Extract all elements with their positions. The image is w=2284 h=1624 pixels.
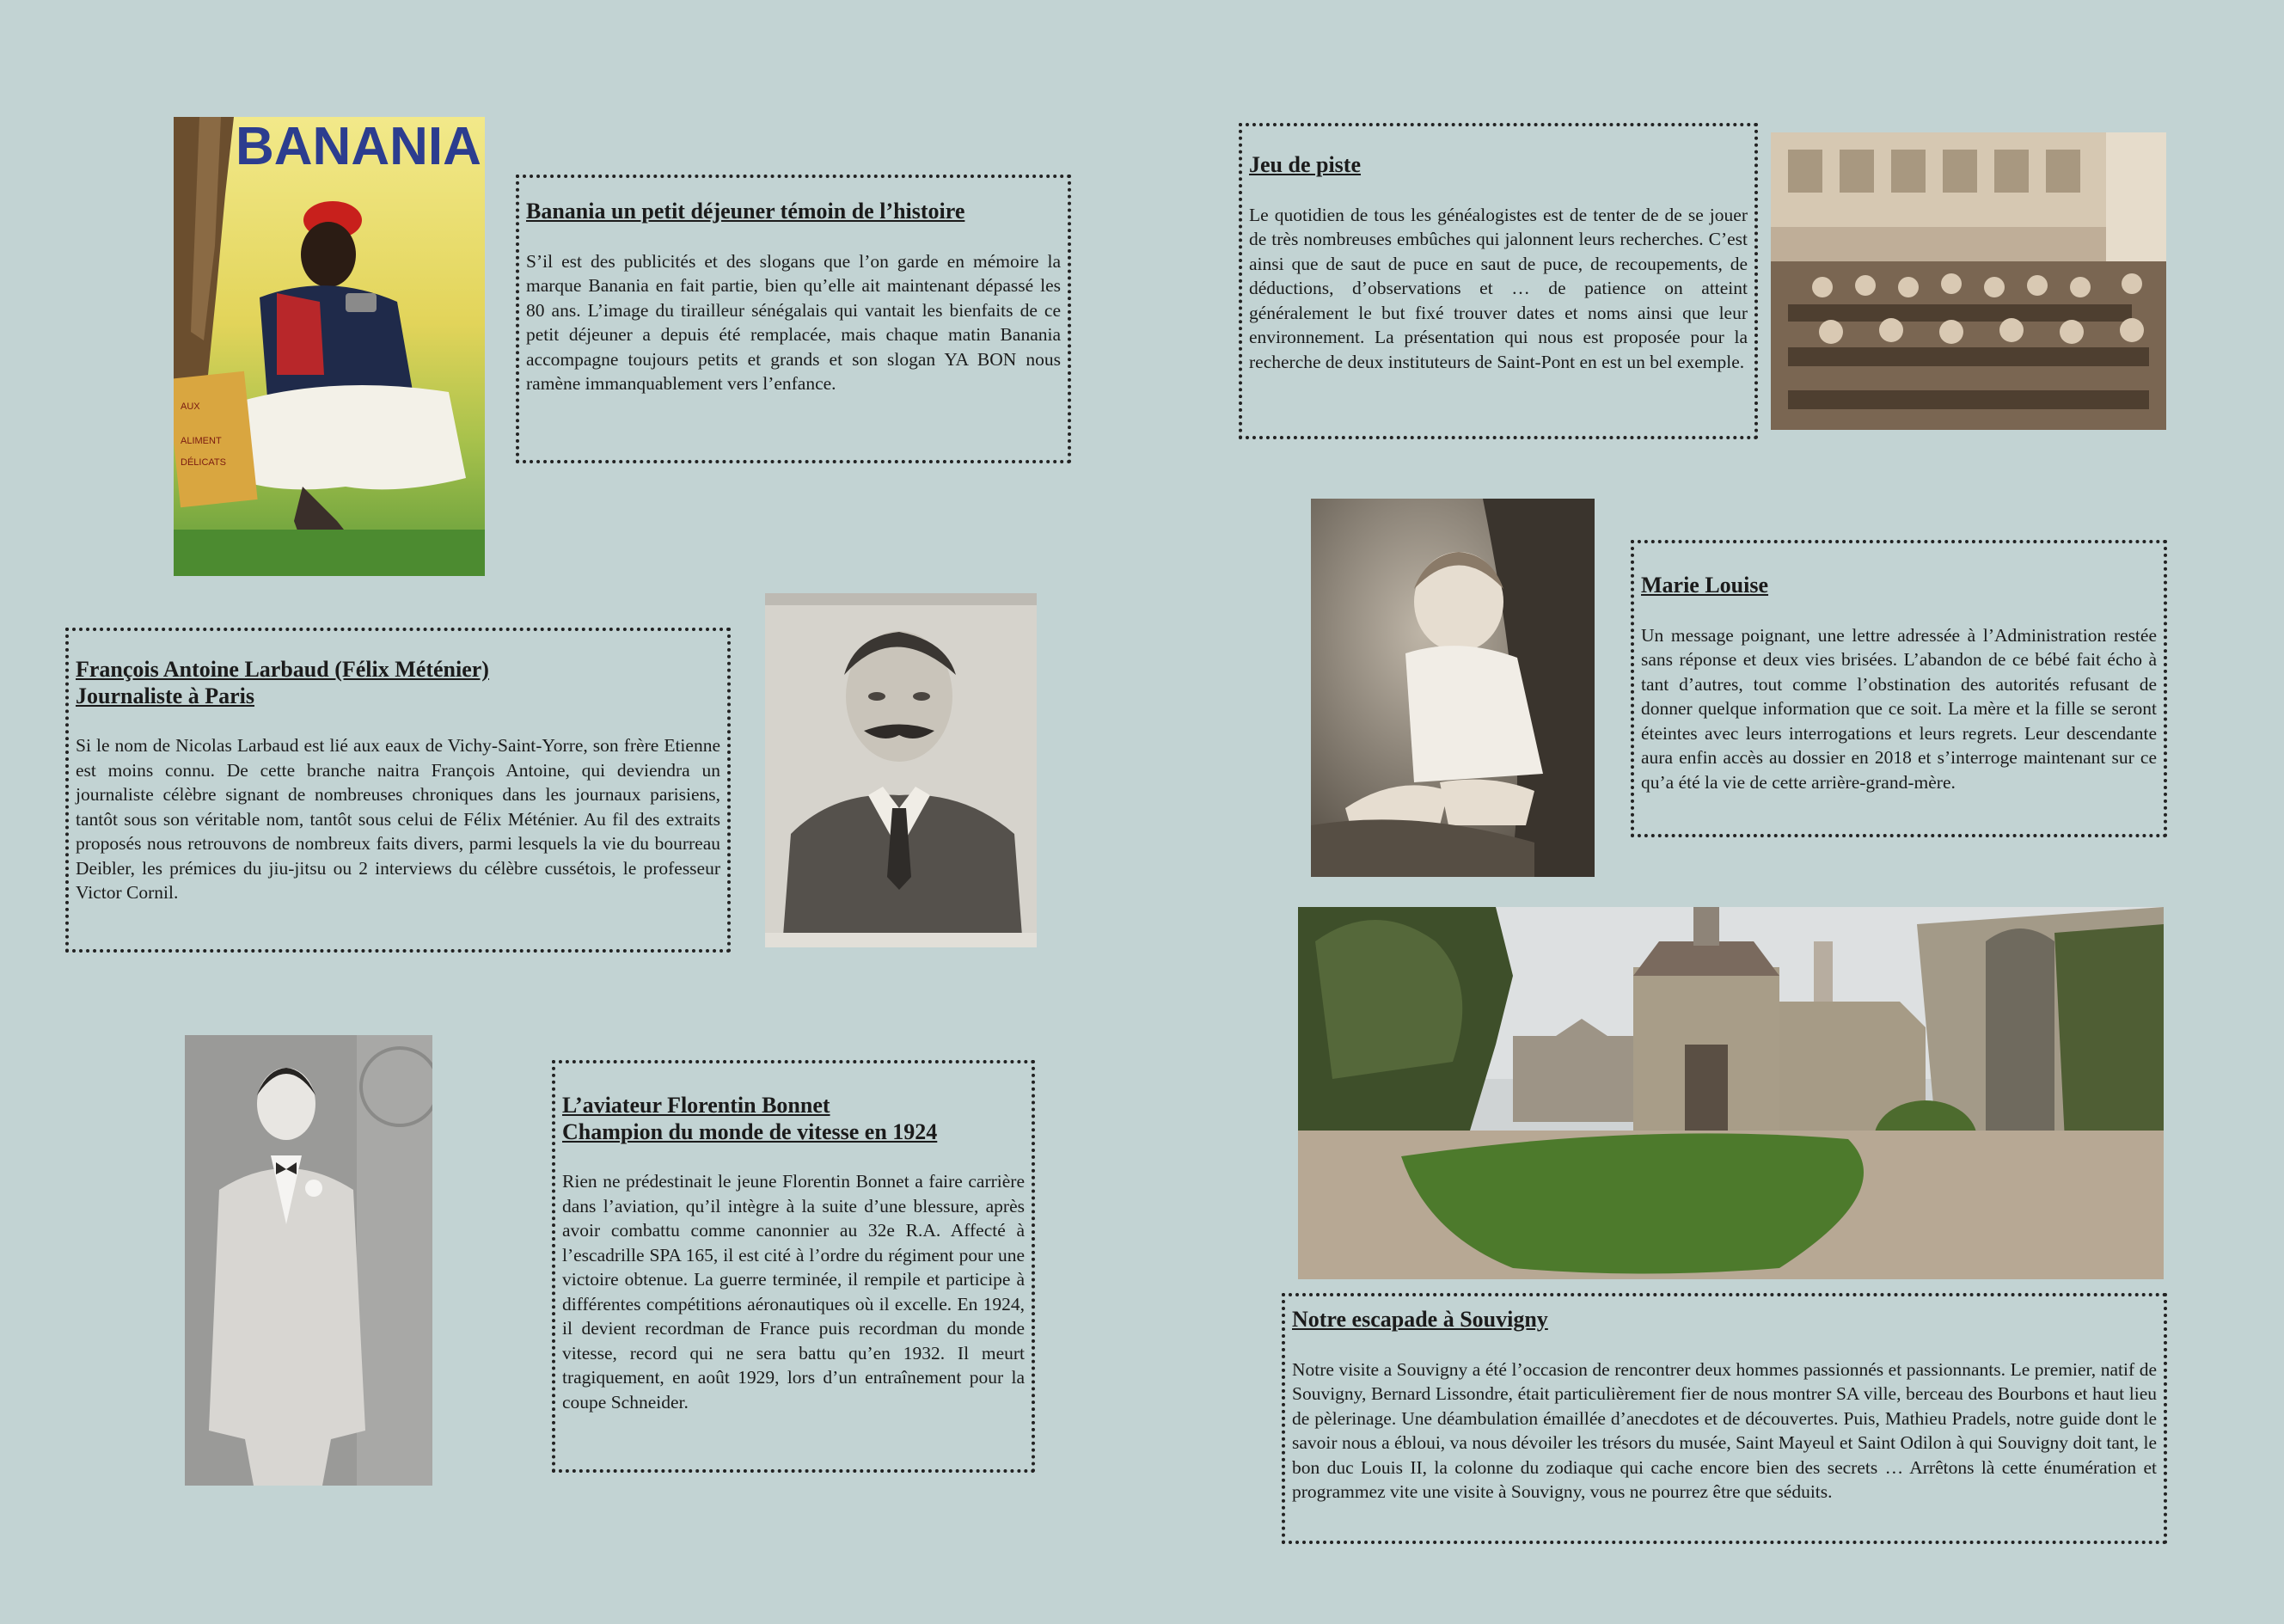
jeu-title: Jeu de piste <box>1249 152 1361 177</box>
larbaud-title-line1: François Antoine Larbaud (Félix Méténier) <box>76 657 489 682</box>
souvigny-photo <box>1298 907 2164 1279</box>
baby-photo <box>1311 499 1595 877</box>
marie-title: Marie Louise <box>1641 573 1769 598</box>
svg-text:DÉLICATS: DÉLICATS <box>181 457 226 468</box>
larbaud-title-line2: Journaliste à Paris <box>76 683 254 708</box>
bonnet-title-line2: Champion du monde de vitesse en 1924 <box>562 1118 938 1144</box>
banania-poster <box>174 117 485 576</box>
souvigny-title: Notre escapade à Souvigny <box>1292 1307 1548 1332</box>
svg-text:ALIMENT: ALIMENT <box>181 436 222 446</box>
banania-body: S’il est des publicités et des slogans que l’on garde en mémoire la marque Banania en fait partie, bien qu’elle ait maintenant dépassé les 80 ans. L’image du tirailleur sénégalais qui vantait les bienfaits de ce petit déjeuner a depuis été remplacée, mais chaque matin Banania accompagne toujours petits et grands et son slogan YA BON nous ramène immanquablement vers l’enfance. <box>526 250 1061 395</box>
larbaud-body: Si le nom de Nicolas Larbaud est lié aux eaux de Vichy-Saint-Yorre, son frère Etienne est moins connu. De cette branche naitra François Antoine, qui deviendra un journaliste célèbre signant de nombreuses chroniques dans les journaux parisiens, tantôt sous son véritable nom, tantôt sous celui de Félix Méténier. Au fil des extraits proposés nous retrouvons de nombreux faits divers, parmi lesquels la vie du bourreau Deibler, les prémices du jiu-jitsu ou 2 interviews du célèbre cussétois, le professeur Victor Cornil. <box>76 735 720 904</box>
bonnet-title-line1: L’aviateur Florentin Bonnet <box>562 1093 830 1118</box>
larbaud-article <box>65 628 731 953</box>
banania-article <box>516 175 1071 463</box>
larbaud-portrait <box>765 593 1037 947</box>
jeu-body: Le quotidien de tous les généalogistes est de tenter de de se jouer de très nombreuses embûches qui jalonnent leurs recherches. C’est ainsi que de saut de puce en saut de puce, de recoupements, de déductions, d’observations et … de patience on atteint généralement le but fixé trouver dates et noms ainsi que leur environnement. La présentation qui nous est proposée pour la recherche de deux instituteurs de Saint-Pont en est un bel exemple. <box>1249 204 1748 372</box>
marie-article <box>1631 540 2167 837</box>
bonnet-title <box>562 1093 1025 1145</box>
larbaud-title <box>76 657 720 709</box>
svg-text:AUX: AUX <box>181 401 200 412</box>
bonnet-portrait <box>185 1035 432 1486</box>
marie-body: Un message poignant, une lettre adressée à l’Administration restée sans réponse et deux vies brisées. L’abandon de ce bébé fait écho à tant d’autres, tout comme l’obstination des autorités refusant de donner quelque information que ce soit. La mère et la fille se seront éteintes avec leurs interrogations et leurs regrets. Leur descendante aura enfin accès au dossier en 2018 et s’interroge maintenant sur ce qu’a été la vie de cette arrière-grand-mère. <box>1641 624 2157 793</box>
bonnet-body: Rien ne prédestinait le jeune Florentin Bonnet a faire carrière dans l’aviation, qu’il intègre à la suite d’une blessure, après avoir combattu comme canonnier au 32e R.A. Affecté à l’escadrille SPA 165, il est cité à l’ordre du régiment pour une victoire obtenue. La guerre terminée, il rempile et participe à différentes compétitions aéronautiques où il excelle. En 1924, il devient recordman de France puis recordman du monde vitesse, record qui ne sera battu qu’en 1932. Il meurt tragiquement, en août 1929, lors d’un entraînement pour la coupe Schneider. <box>562 1171 1025 1413</box>
banania-poster-brand: BANANIA <box>236 117 481 176</box>
classroom-photo <box>1771 132 2166 430</box>
bonnet-article <box>552 1060 1035 1473</box>
jeu-article <box>1239 123 1758 439</box>
souvigny-body: Notre visite a Souvigny a été l’occasion de rencontrer deux hommes passionnés et passionnants. Le premier, natif de Souvigny, Bernard Lissondre, était particulièrement fier de nous montrer SA ville, berceau des Bourbons et haut lieu de pèlerinage. Une déambulation émaillée d’anecdotes et de découvertes. Puis, Mathieu Pradels, notre guide dont le savoir nous a ébloui, va nous dévoiler les trésors du musée, Saint Mayeul et Saint Odilon à qui Souvigny doit tant, le bon duc Louis II, la colonne du zodiaque qui cache encore bien des secrets … Arrêtons là cette énumération et programmez vite une visite à Souvigny, vous ne pourrez être que séduits. <box>1292 1358 2157 1503</box>
souvigny-article <box>1282 1293 2167 1544</box>
banania-title: Banania un petit déjeuner témoin de l’histoire <box>526 199 965 224</box>
